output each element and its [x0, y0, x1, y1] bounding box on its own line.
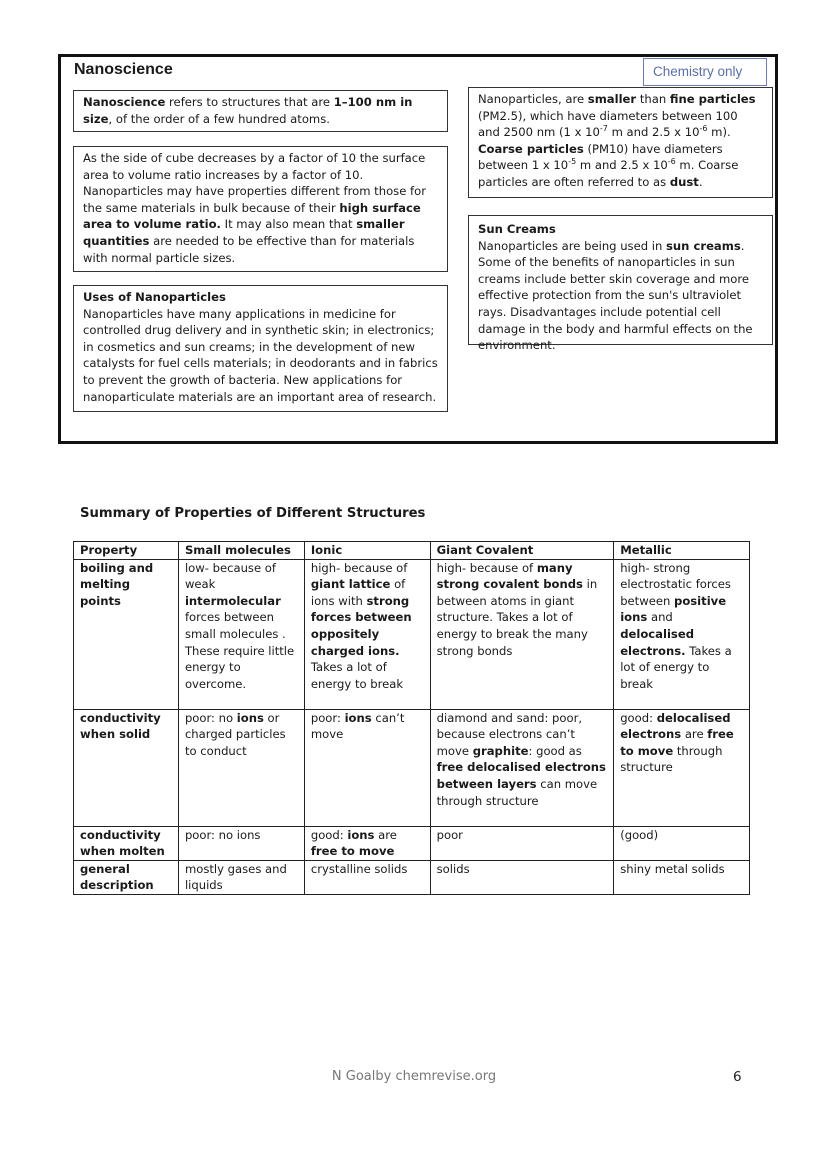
column-header: Ionic — [304, 542, 430, 560]
text: than — [636, 92, 670, 106]
footer-credit: N Goalby chemrevise.org — [331, 1069, 497, 1084]
sun-creams-box — [468, 215, 773, 353]
exponent: -7 — [599, 124, 608, 134]
bold-term: Coarse particles — [478, 141, 584, 156]
text: Nanoparticles, are — [478, 92, 588, 106]
table-cell: solids — [430, 860, 614, 894]
table-cell: diamond and sand: poor, because electrons can’t move graphite: good as free delocalised electrons between layers can move through structure — [430, 709, 614, 826]
table-cell: poor: ions can’t move — [304, 709, 430, 826]
text: m and 2.5 x 10 — [576, 158, 668, 173]
text: . Some of the benefits of nanoparticles in sun creams include better skin coverage and more effective protection from the sun's ultraviolet rays. Disadvantages include potential cell damage in the body and harmful effects on the environment. — [478, 238, 753, 353]
table-header-row — [74, 542, 750, 560]
uses-box — [73, 285, 448, 412]
page-number: 6 — [733, 1069, 742, 1085]
table-row — [74, 860, 750, 894]
text: Nanoparticles are being used in — [478, 238, 667, 253]
text: refers to structures that are — [165, 95, 334, 109]
bold-term: 1–100 nm in size — [83, 95, 413, 126]
property-cell: general description — [74, 860, 179, 894]
text: , of the order of a few hundred atoms. — [108, 111, 330, 126]
table-row — [74, 559, 750, 709]
text: (PM10) have diameters between 1 x 10 — [478, 141, 723, 173]
text: m and 2.5 x 10 — [607, 125, 700, 140]
column-header: Giant Covalent — [430, 542, 614, 560]
chemistry-only-tag: Chemistry only — [643, 58, 767, 86]
particles-box — [468, 87, 773, 198]
table-cell: poor: no ions or charged particles to conduct — [178, 709, 304, 826]
table-row — [74, 709, 750, 826]
column-header: Small molecules — [178, 542, 304, 560]
properties-table — [73, 541, 750, 895]
box-heading: Uses of Nanoparticles — [83, 290, 226, 304]
table-row — [74, 826, 750, 860]
table-cell: low- because of weak intermolecular forces between small molecules . These require little energy to overcome. — [178, 559, 304, 709]
bold-term: Nanoscience — [83, 95, 166, 109]
column-header: Property — [74, 542, 179, 560]
table-cell: high- strong electrostatic forces between positive ions and delocalised electrons. Takes a lot of energy to break — [614, 559, 750, 709]
text: m. Coarse particles are often referred to as — [478, 158, 739, 189]
table-cell: good: ions are free to move — [304, 826, 430, 860]
bold-term: fine particles — [669, 92, 756, 106]
table-cell: high- because of giant lattice of ions with strong forces between oppositely charged ions. Takes a lot of energy to break — [304, 559, 430, 709]
table-cell: poor: no ions — [178, 826, 304, 860]
bold-term: sun creams — [666, 238, 741, 253]
table-cell: poor — [430, 826, 614, 860]
table-cell: crystalline solids — [304, 860, 430, 894]
text: Nanoparticles have many applications in medicine for controlled drug delivery and in synthetic skin; in electronics; in cosmetics and sun creams; in the development of new catalysts for fuel cells materials; in deodorants and in fabrics to prevent the growth of bacteria. New applications for nanoparticulate materials are an important area of research. — [83, 306, 438, 404]
bold-term: smaller quantities — [83, 217, 405, 248]
column-header: Metallic — [614, 542, 750, 560]
text: (PM2.5), which have diameters between 100 and 2500 nm (1 x 10 — [478, 108, 738, 140]
table-cell: good: delocalised electrons are free to move through structure — [614, 709, 750, 826]
bold-term: smaller — [587, 92, 637, 106]
exponent: -6 — [667, 157, 676, 167]
definition-box — [73, 90, 448, 132]
table-cell: high- because of many strong covalent bonds in between atoms in giant structure. Takes a lot of energy to break the many strong bonds — [430, 559, 614, 709]
exponent: -6 — [699, 124, 708, 134]
surface-area-box — [73, 146, 448, 272]
property-cell: conductivity when solid — [74, 709, 179, 826]
property-cell: conductivity when molten — [74, 826, 179, 860]
text: . — [698, 174, 703, 189]
exponent: -5 — [568, 157, 577, 167]
panel-title: Nanoscience — [74, 61, 173, 78]
text: Nanoparticles may have properties different from those for the same materials in bulk because of their — [83, 184, 426, 215]
text: are needed to be effective than for materials with normal particle sizes. — [83, 233, 415, 265]
text: As the side of cube decreases by a factor of 10 the surface area to volume ratio increases by a factor of 10. — [83, 151, 426, 182]
bold-term: dust — [669, 174, 699, 189]
text: It may also mean that — [220, 217, 357, 232]
table-cell: mostly gases and liquids — [178, 860, 304, 894]
text: m). — [707, 125, 731, 140]
table-cell: (good) — [614, 826, 750, 860]
bold-term: high surface area to volume ratio. — [83, 200, 421, 232]
summary-title: Summary of Properties of Different Structures — [80, 506, 426, 521]
box-heading: Sun Creams — [478, 222, 556, 236]
property-cell: boiling and melting points — [74, 559, 179, 709]
table-cell: shiny metal solids — [614, 860, 750, 894]
